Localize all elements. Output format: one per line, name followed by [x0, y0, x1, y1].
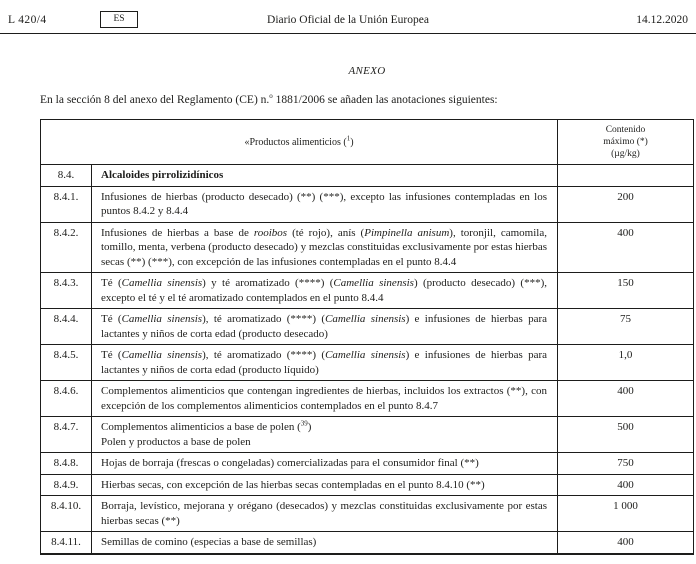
table-row	[41, 309, 694, 345]
page-number: L 420/4	[8, 14, 47, 26]
table-row	[41, 381, 694, 417]
table-row	[41, 222, 694, 273]
table-row	[41, 417, 694, 453]
table-row	[41, 496, 694, 532]
row-description-cell: Infusiones de hierbas a base de rooibos (té rojo), anís (Pimpinella anisum), toronjil, camomila, tomillo, menta, verbena (producto desecado) y mezclas constituidas exclusivamente por estas hierbas secas (**) (***), con excepción de las infusiones contempladas en el punto 8.4.4	[92, 222, 558, 273]
row-value-cell: 400	[558, 532, 694, 554]
row-description-cell: Borraja, levístico, mejorana y orégano (desecados) y mezclas constituidas exclusivamente por estas hierbas secas (**)	[92, 496, 558, 532]
row-description-cell: Té (Camellia sinensis), té aromatizado (****) (Camellia sinensis) e infusiones de hierbas para lactantes y niños de corta edad (producto desecado)	[92, 309, 558, 345]
row-number-cell: 8.4.1.	[41, 186, 92, 222]
table-row	[41, 273, 694, 309]
table-row	[41, 474, 694, 496]
row-value-cell	[558, 165, 694, 187]
row-number-cell: 8.4.3.	[41, 273, 92, 309]
row-number-cell: 8.4.4.	[41, 309, 92, 345]
row-number-cell: 8.4.6.	[41, 381, 92, 417]
language-badge: ES	[100, 11, 138, 28]
row-description-cell: Complementos alimenticios que contengan ingredientes de hierbas, incluidos los extractos (**), con excepción de los complementos alimenticios contemplados en el punto 8.4.7	[92, 381, 558, 417]
journal-header	[0, 0, 696, 34]
intro-text: En la sección 8 del anexo del Reglamento (CE) n.$^o$ 1881/2006 se añaden las anotaciones siguientes:	[40, 92, 498, 106]
row-number-cell: 8.4.7.	[41, 417, 92, 453]
row-description-cell: Té (Camellia sinensis) y té aromatizado (****) (Camellia sinensis) (producto desecado) (***), excepto el té y el té aromatizado contemplados en el punto 8.4.4	[92, 273, 558, 309]
products-column-header: «Productos alimenticios ($^1$)	[41, 120, 558, 165]
row-number-cell: 8.4.	[41, 165, 92, 187]
row-description-cell: Hojas de borraja (frescas o congeladas) comercializadas para el consumidor final (**)	[92, 453, 558, 475]
max-levels-table	[40, 119, 694, 555]
row-value-cell: 150	[558, 273, 694, 309]
table-head	[41, 120, 694, 165]
row-description-cell: Alcaloides pirrolizidínicos	[92, 165, 558, 187]
row-value-cell: 400	[558, 381, 694, 417]
table-row	[41, 186, 694, 222]
row-description-cell: Hierbas secas, con excepción de las hierbas secas contempladas en el punto 8.4.10 (**)	[92, 474, 558, 496]
table-header-row	[41, 120, 694, 165]
table-row	[41, 532, 694, 554]
journal-title: Diario Oficial de la Unión Europea	[267, 14, 429, 26]
table-row	[41, 453, 694, 475]
row-value-cell: 750	[558, 453, 694, 475]
row-number-cell: 8.4.5.	[41, 345, 92, 381]
row-description-cell: Complementos alimenticios a base de polen ($^{39}$) Polen y productos a base de polen	[92, 417, 558, 453]
row-value-cell: 400	[558, 474, 694, 496]
row-value-cell: 75	[558, 309, 694, 345]
row-number-cell: 8.4.2.	[41, 222, 92, 273]
row-value-cell: 1 000	[558, 496, 694, 532]
row-description-cell: Té (Camellia sinensis), té aromatizado (****) (Camellia sinensis) e infusiones de hierbas para lactantes y niños de corta edad (producto líquido)	[92, 345, 558, 381]
table-row	[41, 165, 694, 187]
row-description-cell: Semillas de comino (especias a base de semillas)	[92, 532, 558, 554]
row-number-cell: 8.4.10.	[41, 496, 92, 532]
table-row	[41, 345, 694, 381]
row-number-cell: 8.4.8.	[41, 453, 92, 475]
row-value-cell: 200	[558, 186, 694, 222]
row-value-cell: 1,0	[558, 345, 694, 381]
row-description-cell: Infusiones de hierbas (producto desecado) (**) (***), excepto las infusiones contempladas en los puntos 8.4.2 y 8.4.4	[92, 186, 558, 222]
row-number-cell: 8.4.11.	[41, 532, 92, 554]
row-value-cell: 400	[558, 222, 694, 273]
row-value-cell: 500	[558, 417, 694, 453]
table-body	[41, 165, 694, 554]
max-content-column-header: Contenido máximo (*) (µg/kg)	[558, 120, 694, 165]
row-number-cell: 8.4.9.	[41, 474, 92, 496]
publication-date: 14.12.2020	[636, 14, 688, 26]
annex-title: ANEXO	[348, 65, 386, 77]
